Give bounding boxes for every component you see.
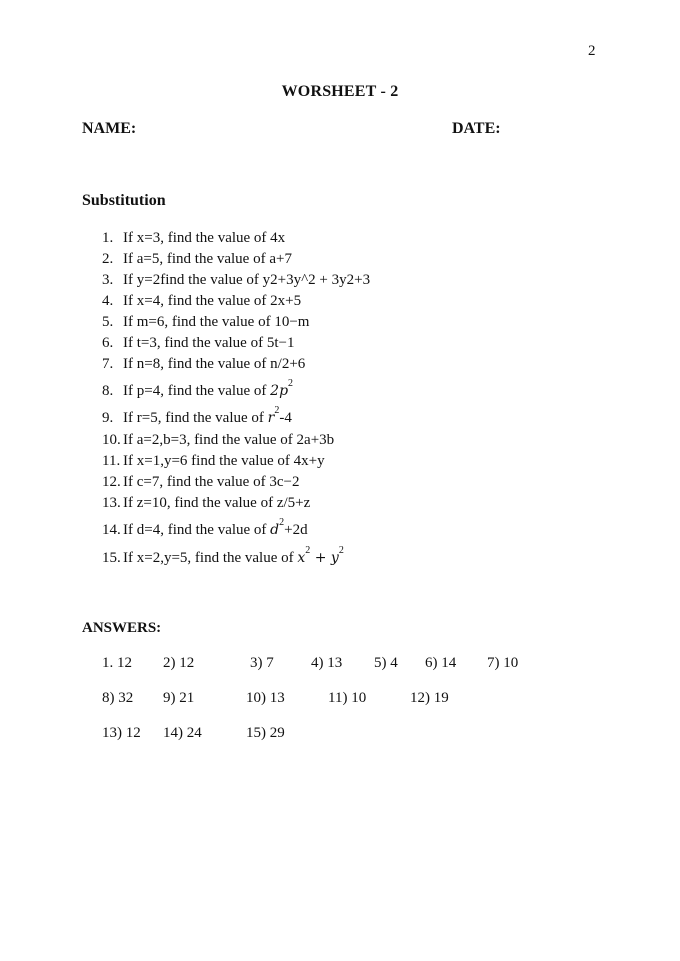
- math-expression-2: + y: [310, 550, 339, 566]
- answers-title: ANSWERS:: [82, 620, 162, 636]
- question-number: 10.: [102, 432, 121, 448]
- question-text: If p=4, find the value of: [123, 383, 271, 399]
- question-number: 9.: [102, 410, 114, 426]
- question-text-after: +2d: [284, 522, 308, 538]
- question-text: If z=10, find the value of z/5+z: [123, 495, 311, 511]
- superscript: 2: [305, 545, 311, 556]
- answer-13: 13) 12: [102, 725, 141, 741]
- answer-5: 5) 4: [374, 655, 398, 671]
- math-expression: r: [267, 410, 275, 426]
- question-text: If x=1,y=6 find the value of 4x+y: [123, 453, 325, 469]
- question-text: If n=8, find the value of n/2+6: [123, 356, 306, 372]
- question-text: If r=5, find the value of: [123, 410, 268, 426]
- question-text: If d=4, find the value of: [123, 522, 271, 538]
- answer-14: 14) 24: [163, 725, 202, 741]
- answer-12: 12) 19: [410, 690, 449, 706]
- answer-3: 3) 7: [250, 655, 274, 671]
- question-number: 5.: [102, 314, 114, 330]
- question-number: 1.: [102, 230, 114, 246]
- answer-4: 4) 13: [311, 655, 343, 671]
- question-number: 2.: [102, 251, 114, 267]
- answer-2: 2) 12: [163, 655, 195, 671]
- math-expression: 2p: [270, 383, 289, 399]
- superscript: 2: [288, 378, 294, 389]
- superscript: 2: [274, 405, 280, 416]
- question-text: If x=2,y=5, find the value of: [123, 550, 298, 566]
- answer-8: 8) 32: [102, 690, 134, 706]
- question-text: If c=7, find the value of 3c−2: [123, 474, 300, 490]
- question-number: 6.: [102, 335, 114, 351]
- date-label: DATE:: [452, 120, 501, 137]
- answer-15: 15) 29: [246, 725, 285, 741]
- question-text-after: -4: [279, 410, 292, 426]
- question-text: If m=6, find the value of 10−m: [123, 314, 310, 330]
- question-text: If x=4, find the value of 2x+5: [123, 293, 302, 309]
- answer-11: 11) 10: [328, 690, 367, 706]
- question-number: 15.: [102, 550, 121, 566]
- page-number: 2: [588, 43, 596, 59]
- question-text: If t=3, find the value of 5t−1: [123, 335, 295, 351]
- superscript-2: 2: [338, 545, 344, 556]
- answer-10: 10) 13: [246, 690, 285, 706]
- name-label: NAME:: [82, 120, 137, 137]
- worksheet-title: WORSHEET - 2: [281, 83, 399, 100]
- superscript: 2: [279, 517, 285, 528]
- question-number: 11.: [102, 453, 121, 469]
- section-title: Substitution: [82, 192, 166, 209]
- question-number: 4.: [102, 293, 114, 309]
- question-number: 8.: [102, 383, 114, 399]
- question-number: 14.: [102, 522, 121, 538]
- question-text: If y=2find the value of y2+3y^2 + 3y2+3: [123, 272, 371, 288]
- question-text: If x=3, find the value of 4x: [123, 230, 286, 246]
- math-expression: d: [270, 522, 280, 538]
- answer-7: 7) 10: [487, 655, 519, 671]
- question-number: 3.: [102, 272, 114, 288]
- answer-1: 1. 12: [102, 655, 132, 671]
- math-expression: x: [297, 550, 306, 566]
- question-number: 7.: [102, 356, 114, 372]
- answer-9: 9) 21: [163, 690, 195, 706]
- question-text: If a=2,b=3, find the value of 2a+3b: [123, 432, 335, 448]
- answer-6: 6) 14: [425, 655, 457, 671]
- question-text: If a=5, find the value of a+7: [123, 251, 292, 267]
- question-number: 12.: [102, 474, 121, 490]
- question-number: 13.: [102, 495, 121, 511]
